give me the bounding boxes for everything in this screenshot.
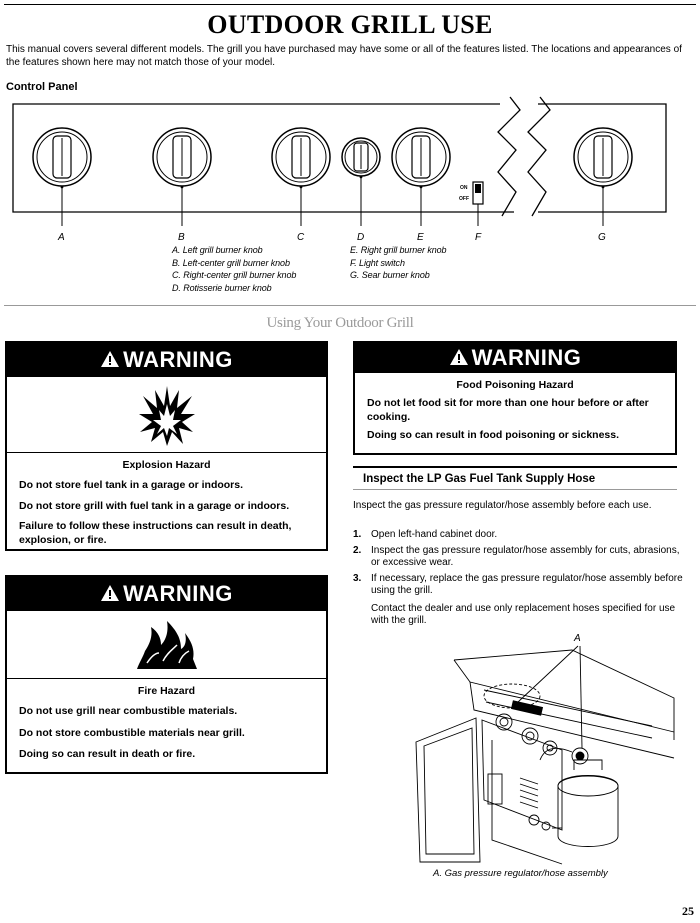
legend-item: D. Rotisserie burner knob: [172, 282, 272, 293]
legend-item: E. Right grill burner knob: [350, 245, 447, 255]
hazard-title: Food Poisoning Hazard: [456, 379, 574, 391]
warning-text: Do not store grill with fuel tank in a garage or indoors.: [19, 499, 290, 512]
warning-food-box: [353, 341, 677, 455]
knob-b: [153, 128, 211, 186]
knob-a: [33, 128, 91, 186]
legend-item: A. Left grill burner knob: [172, 245, 263, 255]
switch-off-text: OFF: [459, 196, 469, 202]
section-divider: [4, 305, 696, 306]
fire-icon: [135, 619, 199, 671]
control-panel-heading: Control Panel: [6, 81, 78, 93]
warning-pictogram: [7, 377, 326, 453]
page-number: 25: [682, 904, 694, 918]
legend-left: [172, 244, 296, 294]
legend-right: [350, 244, 446, 282]
legend-item: G. Sear burner knob: [350, 270, 430, 281]
warning-text: Doing so can result in food poisoning or sickness.: [367, 429, 620, 441]
page-title: OUTDOOR GRILL USE: [207, 10, 493, 39]
legend-item: F. Light switch: [350, 257, 405, 268]
knob-c: [272, 128, 330, 186]
warning-header: [7, 577, 326, 611]
step-note: Contact the dealer and use only replacement hoses specified for use with the grill.: [371, 602, 676, 626]
warning-text: Do not use grill near combustible materials.: [19, 705, 238, 717]
hazard-title: Explosion Hazard: [122, 459, 211, 471]
light-switch: [459, 182, 483, 204]
step-item: [353, 545, 683, 570]
inspect-heading: Inspect the LP Gas Fuel Tank Supply Hose: [353, 466, 677, 490]
label-c: C: [297, 232, 305, 243]
warning-header-text: WARNING: [123, 347, 233, 372]
legend-item: C. Right-center grill burner knob: [172, 270, 297, 281]
step-number: 1.: [353, 529, 362, 540]
warning-text: Doing so can result in death or fire.: [19, 748, 196, 760]
warning-header-text: WARNING: [123, 581, 233, 606]
knob-e: [392, 128, 450, 186]
regulator-hose-illustration: [412, 640, 682, 865]
control-panel-diagram: [0, 92, 700, 252]
inspect-intro: Inspect the gas pressure regulator/hose assembly before each use.: [353, 500, 652, 511]
figure-caption: A. Gas pressure regulator/hose assembly: [433, 868, 608, 879]
warning-text: Do not store combustible materials near grill.: [19, 726, 245, 739]
warning-triangle-icon: [449, 348, 469, 366]
label-g: G: [598, 232, 606, 243]
step-text: Open left-hand cabinet door.: [371, 529, 498, 540]
warning-text: Failure to follow these instructions can result in death, explosion, or fire.: [19, 520, 292, 546]
warning-header: [7, 343, 326, 377]
warning-header: [355, 343, 675, 373]
label-e: E: [417, 232, 424, 243]
warning-fire-box: [5, 575, 328, 774]
explosion-icon: [137, 384, 197, 446]
step-text: If necessary, replace the gas pressure regulator/hose assembly before using the grill.: [371, 573, 683, 597]
figure-label-a: A: [574, 633, 581, 644]
step-text: Inspect the gas pressure regulator/hose assembly for cuts, abrasions, or excessive wear.: [371, 545, 680, 569]
label-f: F: [475, 232, 482, 243]
section-subtitle: Using Your Outdoor Grill: [266, 315, 414, 331]
switch-on-text: ON: [460, 185, 468, 191]
label-a: A: [58, 232, 65, 243]
knob-d: [342, 138, 380, 176]
label-b: B: [178, 232, 185, 243]
step-item: [353, 529, 683, 541]
legend-item: B. Left-center grill burner knob: [172, 257, 290, 268]
warning-header-text: WARNING: [471, 345, 582, 370]
warning-text: Do not let food sit for more than one hour before or after cooking.: [367, 397, 649, 423]
knob-g: [574, 128, 632, 186]
step-number: 2.: [353, 545, 362, 556]
warning-explosion-box: [5, 341, 328, 551]
hazard-title: Fire Hazard: [137, 685, 196, 697]
step-number: 3.: [353, 573, 362, 584]
intro-paragraph: This manual covers several different models. The grill you have purchased may have some or all of the features listed. The locations and appearances of the features shown here may not match those of your model.: [6, 44, 682, 68]
step-item: [353, 573, 683, 627]
warning-triangle-icon: [100, 584, 120, 602]
warning-text: Do not store fuel tank in a garage or indoors.: [19, 479, 244, 491]
label-d: D: [357, 232, 365, 243]
top-rule: [4, 4, 696, 5]
warning-pictogram: [7, 611, 326, 679]
warning-triangle-icon: [100, 350, 120, 368]
